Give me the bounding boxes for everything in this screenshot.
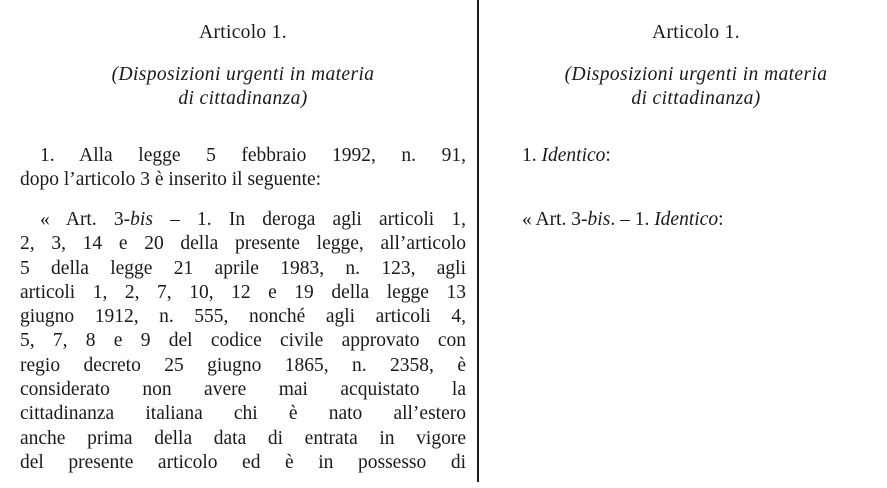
right-paragraph-2 (522, 208, 870, 232)
right-paragraph-1 (522, 144, 870, 168)
right-subtitle-line-2: di cittadinanza) (631, 88, 761, 110)
left-p2-line-1-italic: bis (130, 209, 153, 230)
right-p1-post: : (605, 145, 611, 166)
left-article-heading: Articolo 1. (199, 22, 287, 43)
right-subtitle-line-1: (Disposizioni urgenti in materia (564, 64, 828, 85)
right-p2-mid: . – 1. (610, 209, 655, 230)
left-p1-line-1: 1. Alla legge 5 febbraio 1992, n. 91, (40, 145, 466, 166)
right-article-subtitle (522, 63, 870, 112)
right-p1-line-1 (522, 144, 870, 168)
left-p2-line-11: del presente articolo ed è in possesso di (20, 451, 466, 473)
left-p1-line-2: dopo l’articolo 3 è inserito il seguente: (20, 169, 322, 191)
right-p2-italic-1: bis (587, 209, 611, 230)
right-p2-italic-2: Identico (654, 209, 719, 230)
right-article-heading: Articolo 1. (652, 22, 740, 43)
right-p2-pre: « Art. 3- (522, 209, 588, 230)
right-p1-pre: 1. (522, 145, 542, 166)
column-divider (477, 0, 479, 482)
left-p2-line-1-post: – 1. In deroga agli articoli 1, (152, 209, 467, 230)
left-p2-line-1 (20, 208, 466, 232)
right-p2-line-1 (522, 208, 870, 232)
left-paragraph-2 (20, 208, 466, 475)
left-paragraph-1 (20, 144, 466, 193)
right-p1-italic: Identico (541, 145, 606, 166)
left-p2-line-3: 5 della legge 21 aprile 1983, n. 123, agli (20, 257, 466, 279)
left-p2-line-5: giugno 1912, n. 555, nonché agli articoli 4, (20, 306, 466, 328)
left-p2-line-2: 2, 3, 14 e 20 della presente legge, all’articolo (20, 233, 466, 255)
left-subtitle-line-1: (Disposizioni urgenti in materia (111, 64, 375, 85)
left-article-subtitle (20, 63, 466, 112)
left-subtitle-line-2: di cittadinanza) (178, 88, 308, 110)
right-p2-post: : (718, 209, 724, 230)
left-p2-line-9: cittadinanza italiana chi è nato all’estero (20, 403, 466, 425)
left-p2-line-1-pre: « Art. 3- (40, 209, 131, 230)
left-p2-line-4: articoli 1, 2, 7, 10, 12 e 19 della legge 13 (20, 281, 466, 303)
left-p2-line-10: anche prima della data di entrata in vigore (20, 427, 466, 449)
left-p2-line-8: considerato non avere mai acquistato la (20, 379, 466, 401)
left-p2-line-7: regio decreto 25 giugno 1865, n. 2358, è (20, 354, 466, 376)
left-p2-line-6: 5, 7, 8 e 9 del codice civile approvato con (20, 330, 466, 352)
